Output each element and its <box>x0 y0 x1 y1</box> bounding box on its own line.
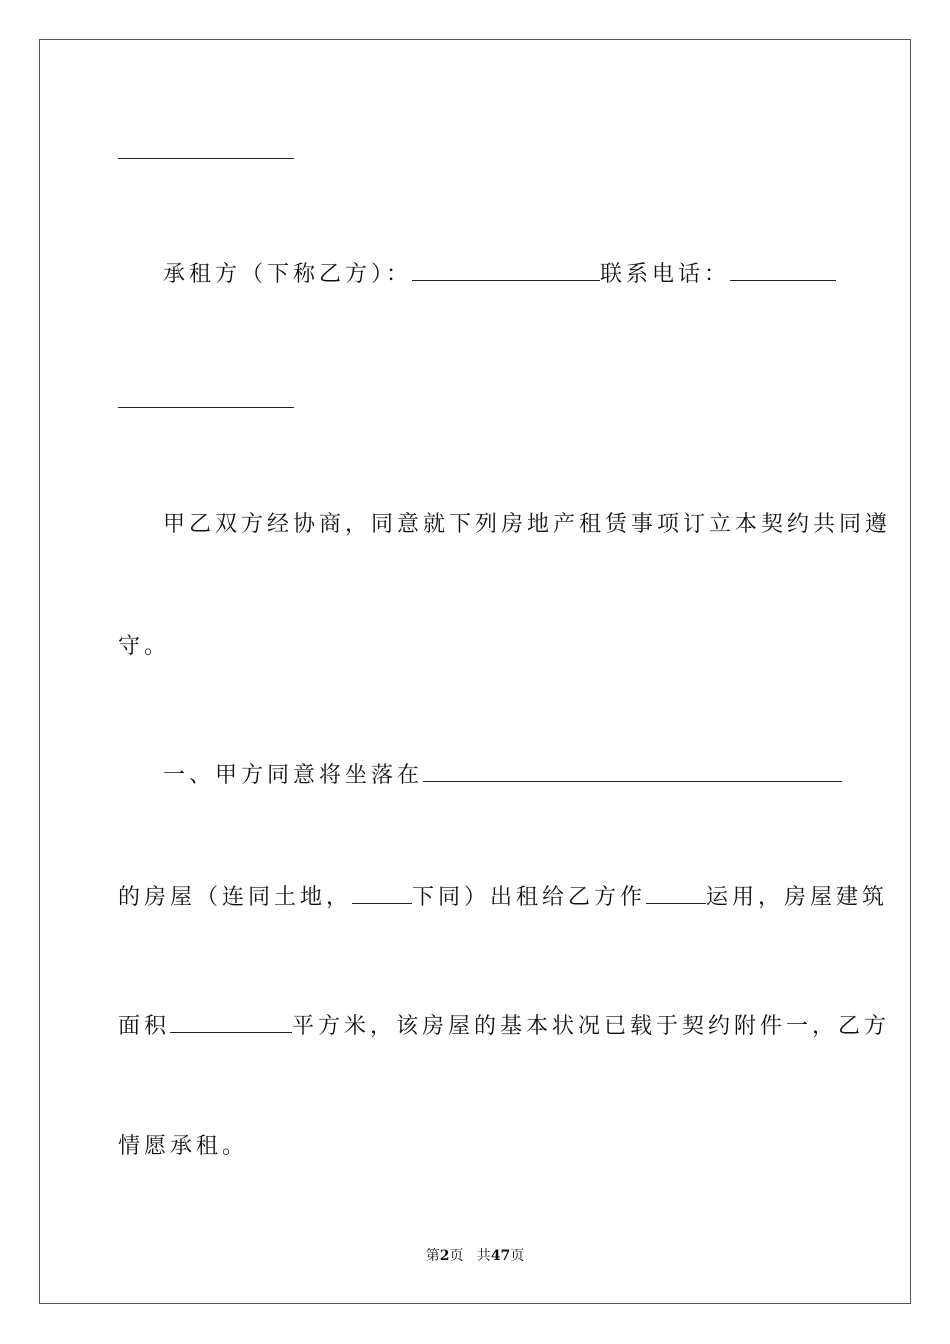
page-mid: 页 共 <box>449 1248 491 1264</box>
phone-label: 联系电话： <box>600 262 731 287</box>
page-total: 47 <box>490 1248 511 1264</box>
clause1-text-3b: 平方米，该房屋的基本状况已载于契约附件一，乙方 <box>292 1014 891 1039</box>
clause1-text-3a: 面积 <box>118 1014 171 1039</box>
blank-line-middle <box>118 407 294 408</box>
clause1-line-4: 情愿承租。 <box>118 1134 249 1159</box>
usage-blank <box>646 881 706 904</box>
lessee-line <box>163 258 836 290</box>
clause1-line-3 <box>118 1010 890 1042</box>
page-prefix: 第 <box>425 1248 440 1264</box>
page-suffix: 页 <box>510 1248 525 1264</box>
clause1-line-2 <box>118 881 888 913</box>
page-footer <box>0 1246 950 1266</box>
phone-blank <box>730 258 836 281</box>
clause1-text-2c: 运用，房屋建筑 <box>706 885 889 910</box>
agreement-line-2: 守。 <box>118 634 171 659</box>
blank-line-top <box>118 158 294 159</box>
clause1-text-2b: 下同）出租给乙方作 <box>412 885 647 910</box>
area-blank <box>170 1010 292 1033</box>
lessee-label: 承租方（下称乙方）： <box>163 262 413 287</box>
land-blank <box>352 881 412 904</box>
page-border <box>39 39 911 1304</box>
clause1-line-1 <box>163 759 842 791</box>
agreement-line-1: 甲乙双方经协商，同意就下列房地产租赁事项订立本契约共同遵 <box>163 512 892 537</box>
location-blank <box>423 759 842 782</box>
page-current: 2 <box>439 1248 450 1264</box>
lessee-blank <box>412 258 600 281</box>
clause1-text-2a: 的房屋（连同土地， <box>118 885 353 910</box>
clause1-text-1: 一、甲方同意将坐落在 <box>163 763 424 788</box>
